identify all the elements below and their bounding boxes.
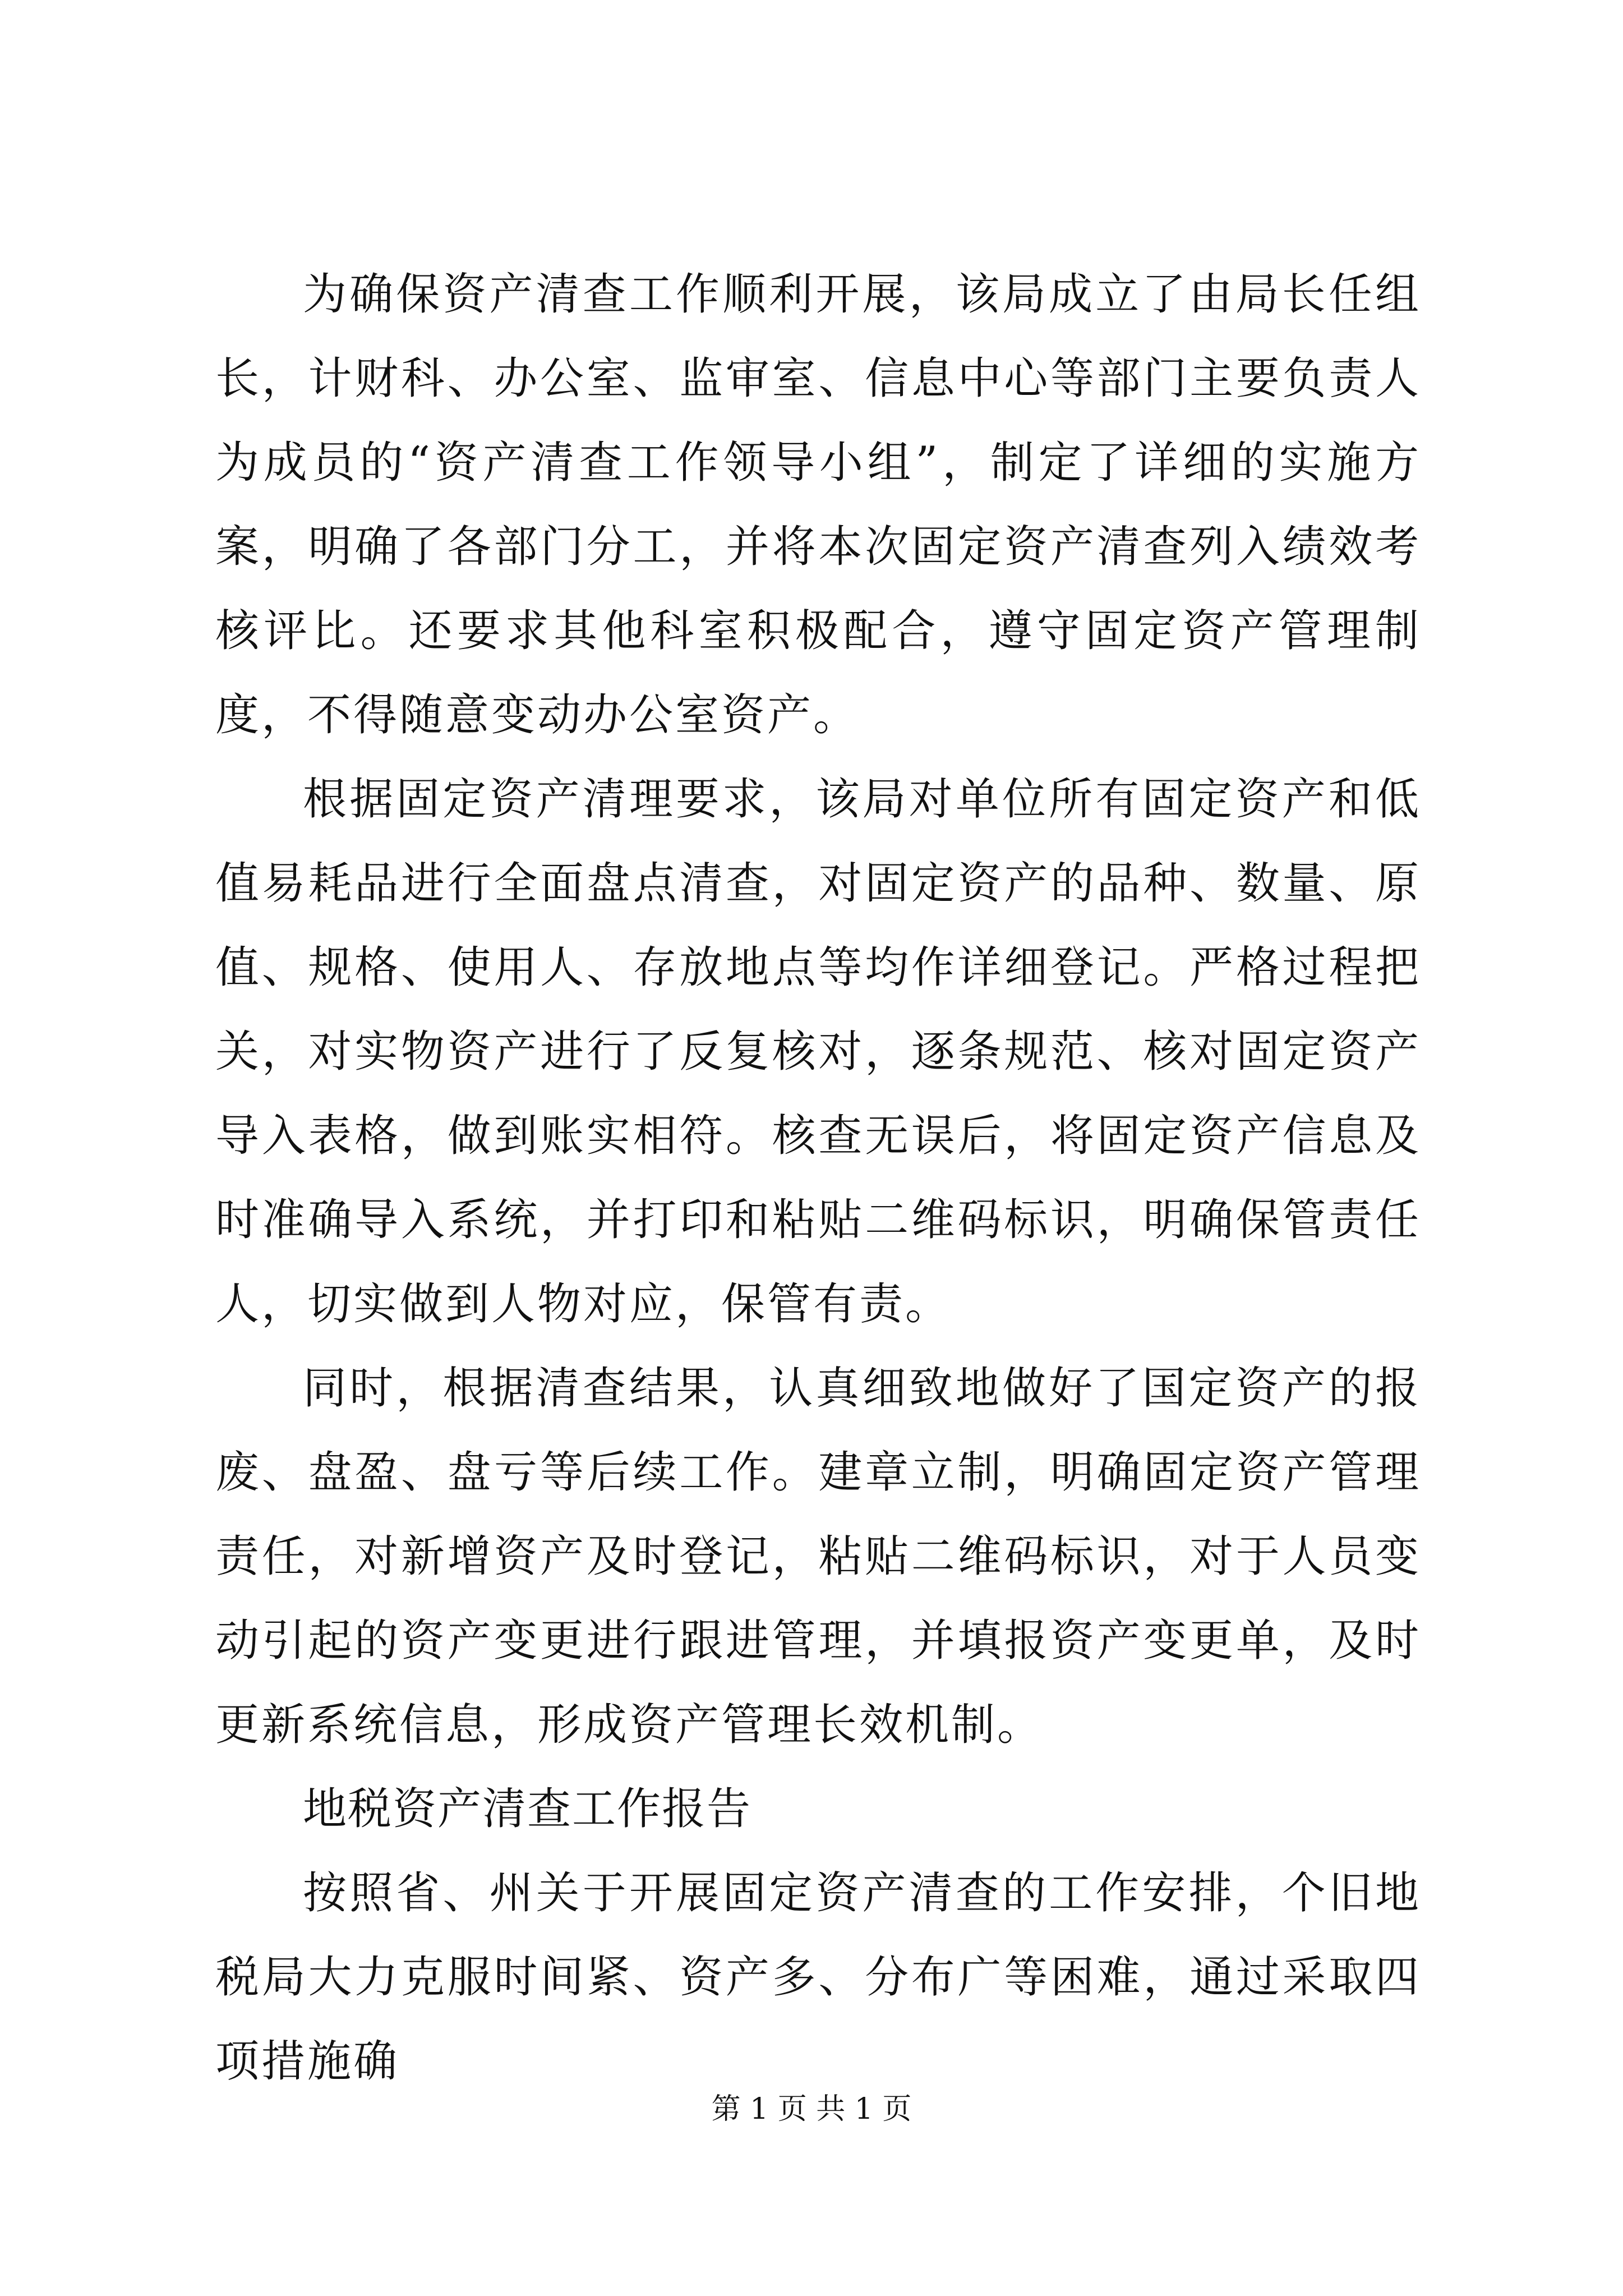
paragraph-3: 同时，根据清查结果，认真细致地做好了国定资产的报废、盘盈、盘亏等后续工作。建章立制，明确固定资产管理责任，对新增资产及时登记，粘贴二维码标识，对于人员变动引起的资产变更进行跟进管理，并填报资产变更单，及时更新系统信息，形成资产管理长效机制。 bbox=[215, 1363, 1421, 1750]
paragraph-1: 为确保资产清查工作顺利开展，该局成立了由局长任组长，计财科、办公室、监审室、信息中心等部门主要负责人为成员的“资产清查工作领导小组”，制定了详细的实施方案，明确了各部门分工，并将本次固定资产清查列入绩效考核评比。还要求其他科室积极配合，遵守固定资产管理制度，不得随意变动办公室资产。 bbox=[215, 269, 1421, 740]
paragraph-2: 根据固定资产清理要求，该局对单位所有固定资产和低值易耗品进行全面盘点清查，对固定资产的品种、数量、原值、规格、使用人、存放地点等均作详细登记。严格过程把关，对实物资产进行了反复核对，逐条规范、核对固定资产导入表格，做到账实相符。核查无误后，将固定资产信息及时准确导入系统，并打印和粘贴二维码标识，明确保管责任人，切实做到人物对应，保管有责。 bbox=[215, 774, 1421, 1329]
paragraph-4: 按照省、州关于开展固定资产清查的工作安排，个旧地税局大力克服时间紧、资产多、分布广等困难，通过采取四项措施确 bbox=[215, 1868, 1421, 2087]
section-title: 地税资产清查工作报告 bbox=[303, 1784, 752, 1834]
page-number: 第 1 页 共 1 页 bbox=[711, 2092, 912, 2126]
document-body bbox=[215, 252, 1421, 2104]
page-footer bbox=[0, 2090, 1623, 2129]
